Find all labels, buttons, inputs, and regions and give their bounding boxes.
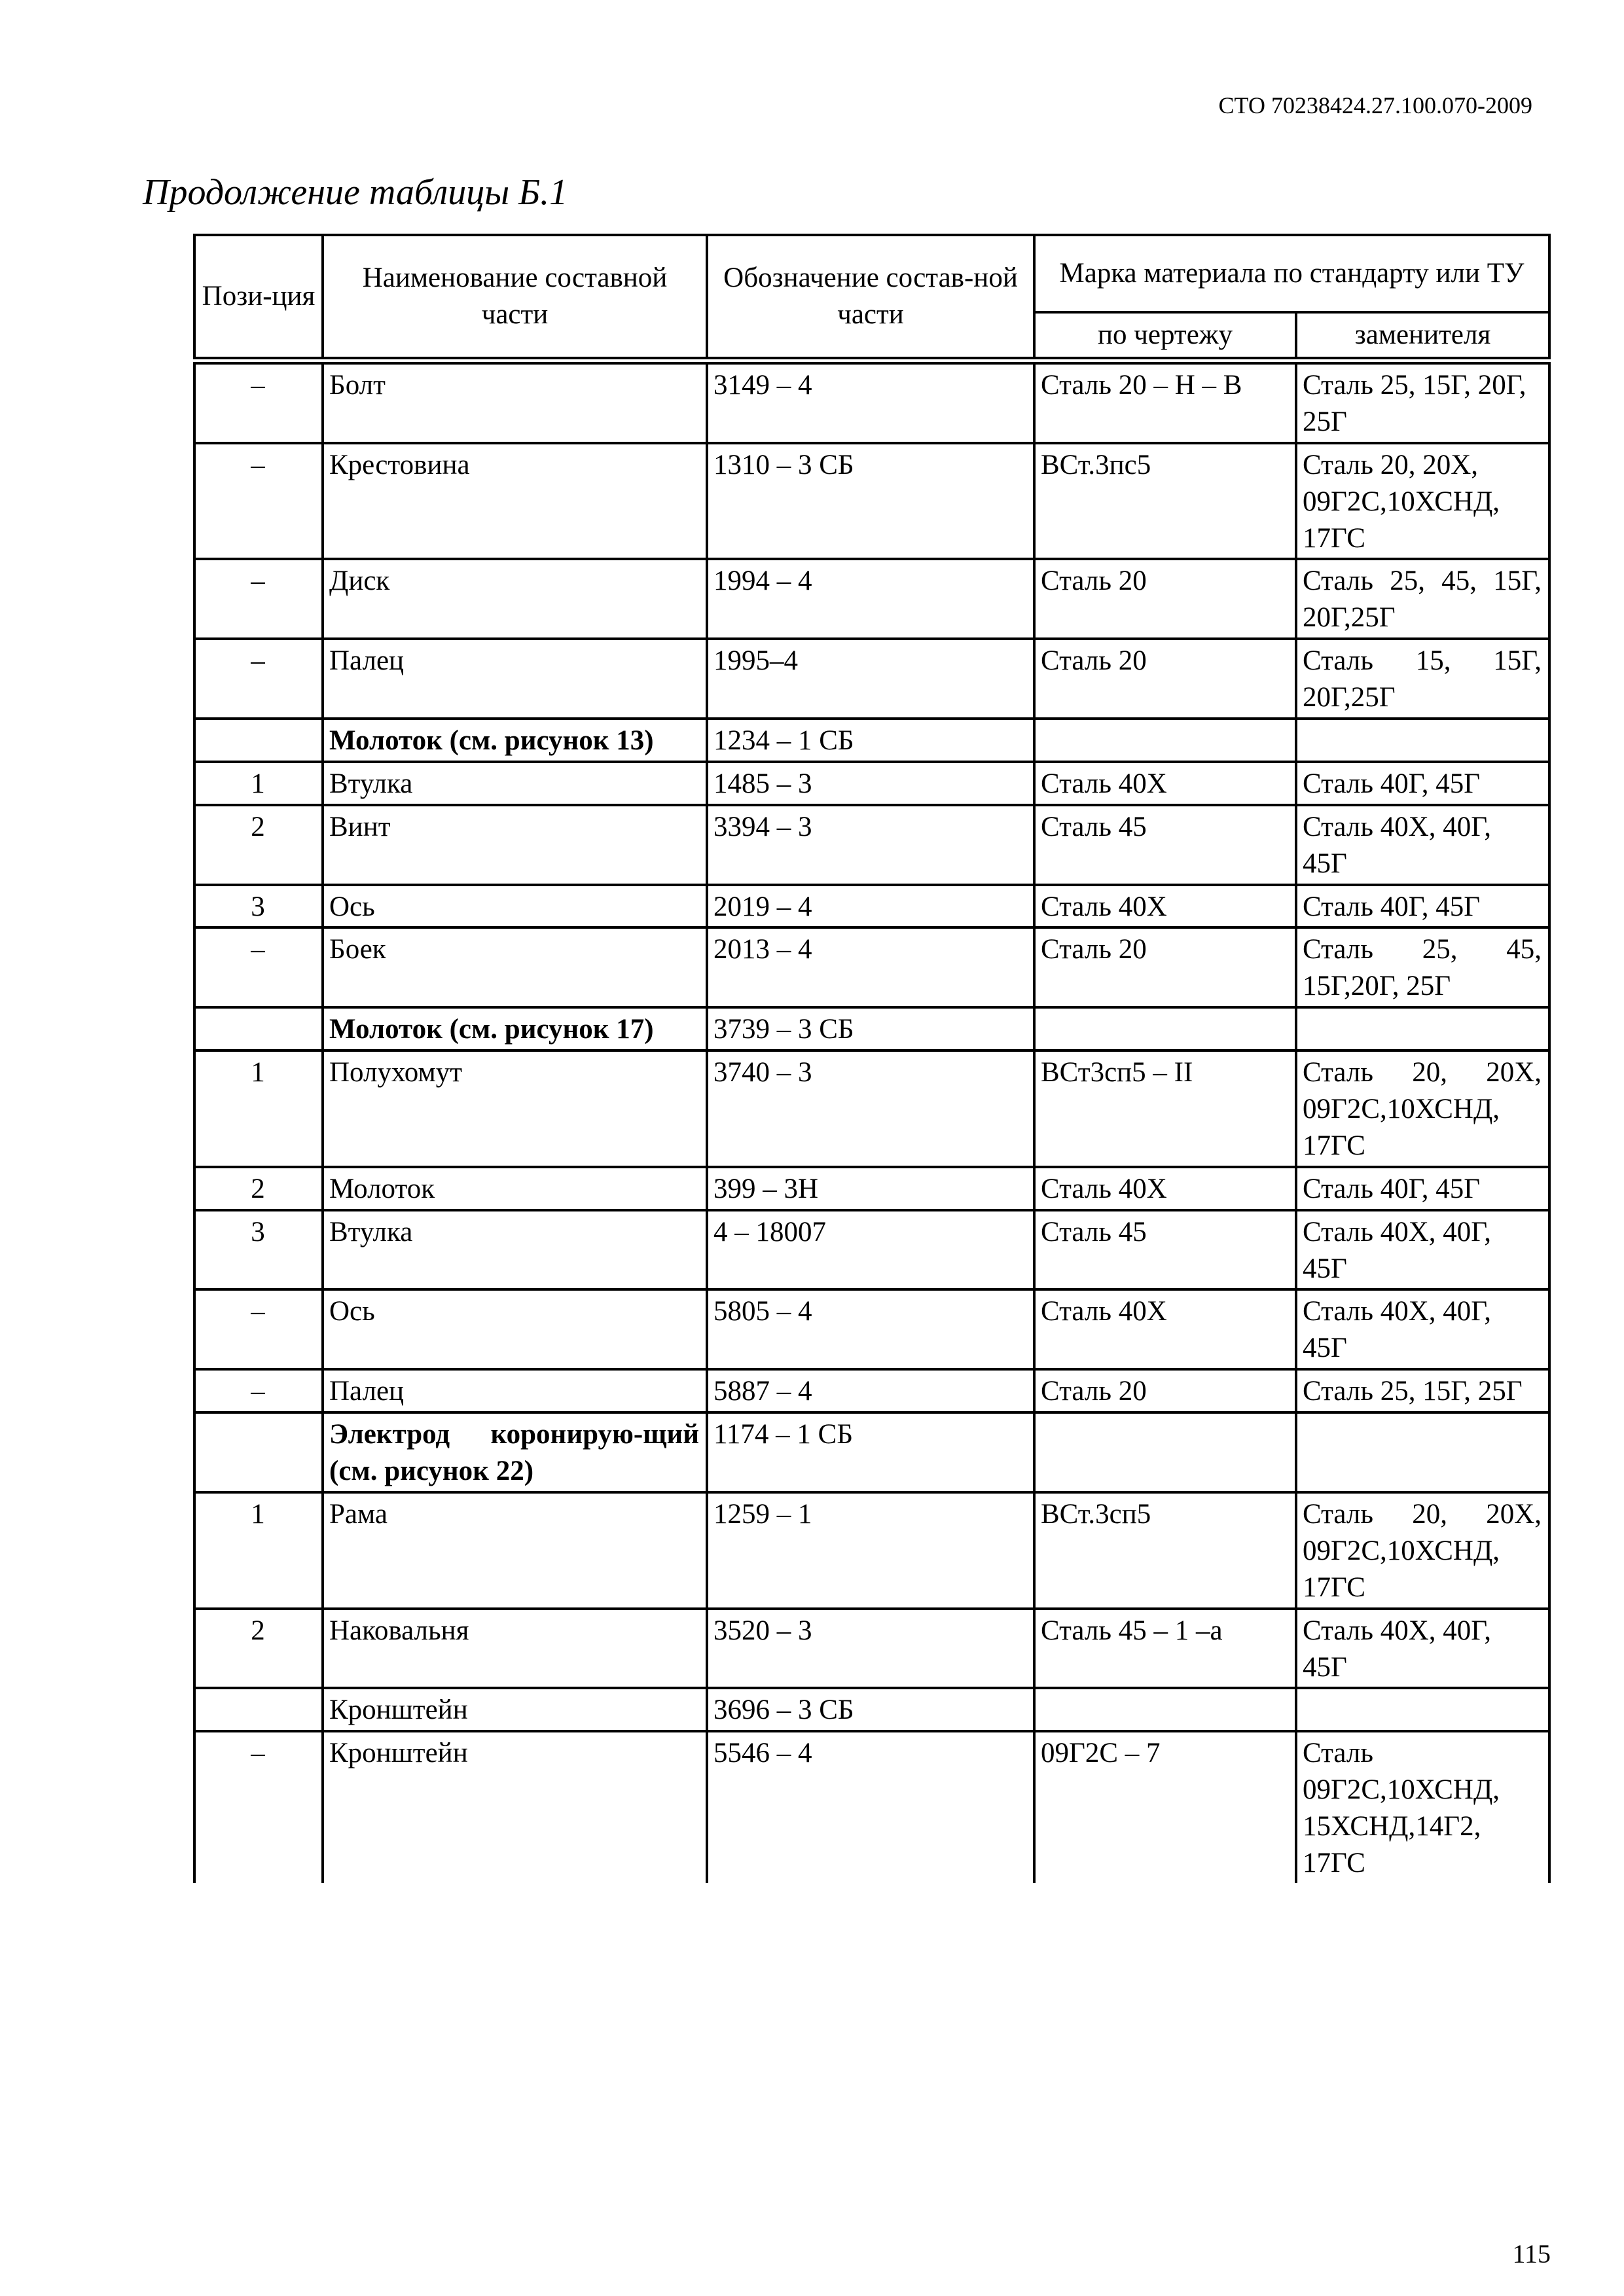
table-row	[194, 1412, 1549, 1492]
cell-material	[1034, 1007, 1296, 1050]
cell-designation: 5887 – 4	[707, 1369, 1034, 1412]
table-row	[194, 927, 1549, 1007]
cell-position: 2	[194, 805, 323, 885]
cell-position	[194, 1688, 323, 1731]
cell-designation: 399 – 3Н	[707, 1167, 1034, 1210]
cell-substitute: Сталь 15, 15Г, 20Г,25Г	[1296, 639, 1549, 719]
cell-designation: 1174 – 1 СБ	[707, 1412, 1034, 1492]
cell-material: Сталь 40Х	[1034, 1289, 1296, 1369]
cell-name: Молоток (см. рисунок 13)	[323, 719, 707, 762]
cell-position: –	[194, 559, 323, 639]
cell-designation: 1310 – 3 СБ	[707, 443, 1034, 560]
table-row	[194, 1167, 1549, 1210]
cell-substitute: Сталь 25, 15Г, 25Г	[1296, 1369, 1549, 1412]
table-row	[194, 1688, 1549, 1731]
cell-name: Диск	[323, 559, 707, 639]
header-material: Марка материала по стандарту или ТУ	[1034, 235, 1549, 312]
cell-designation: 3394 – 3	[707, 805, 1034, 885]
cell-designation: 2013 – 4	[707, 927, 1034, 1007]
cell-position	[194, 1007, 323, 1050]
cell-substitute	[1296, 1412, 1549, 1492]
cell-position: –	[194, 361, 323, 443]
cell-substitute	[1296, 719, 1549, 762]
table-row	[194, 443, 1549, 560]
cell-name: Втулка	[323, 1210, 707, 1290]
cell-substitute	[1296, 1007, 1549, 1050]
cell-designation: 3149 – 4	[707, 361, 1034, 443]
cell-designation: 3520 – 3	[707, 1609, 1034, 1689]
cell-designation: 5546 – 4	[707, 1731, 1034, 1883]
cell-designation: 5805 – 4	[707, 1289, 1034, 1369]
cell-name: Боек	[323, 927, 707, 1007]
cell-name: Электрод коронирую-щий (см. рисунок 22)	[323, 1412, 707, 1492]
cell-substitute	[1296, 1688, 1549, 1731]
table-row	[194, 885, 1549, 928]
cell-name: Болт	[323, 361, 707, 443]
cell-material: ВСт.3сп5	[1034, 1492, 1296, 1609]
cell-substitute: Сталь 40Г, 45Г	[1296, 762, 1549, 805]
cell-material: Сталь 20 – Н – В	[1034, 361, 1296, 443]
cell-name: Рама	[323, 1492, 707, 1609]
table-row	[194, 762, 1549, 805]
cell-position: 1	[194, 762, 323, 805]
cell-position: –	[194, 927, 323, 1007]
table-row	[194, 1007, 1549, 1050]
document-code: СТО 70238424.27.100.070-2009	[1218, 92, 1532, 118]
cell-position: –	[194, 1731, 323, 1883]
cell-position: –	[194, 1369, 323, 1412]
table-row	[194, 719, 1549, 762]
cell-name: Наковальня	[323, 1609, 707, 1689]
cell-designation: 1995–4	[707, 639, 1034, 719]
cell-position: –	[194, 1289, 323, 1369]
cell-name: Ось	[323, 1289, 707, 1369]
cell-substitute: Сталь 40Х, 40Г, 45Г	[1296, 805, 1549, 885]
cell-substitute: Сталь 20, 20Х, 09Г2С,10ХСНД, 17ГС	[1296, 1050, 1549, 1167]
cell-substitute: Сталь 20, 20Х, 09Г2С,10ХСНД, 17ГС	[1296, 1492, 1549, 1609]
table-row	[194, 361, 1549, 443]
header-position: Пози-ция	[194, 235, 323, 361]
cell-name: Кронштейн	[323, 1688, 707, 1731]
table-row	[194, 559, 1549, 639]
cell-designation: 1234 – 1 СБ	[707, 719, 1034, 762]
cell-designation: 3739 – 3 СБ	[707, 1007, 1034, 1050]
table-row	[194, 1609, 1549, 1689]
cell-designation: 4 – 18007	[707, 1210, 1034, 1290]
cell-material	[1034, 1688, 1296, 1731]
cell-designation: 1994 – 4	[707, 559, 1034, 639]
cell-substitute: Сталь 40Г, 45Г	[1296, 885, 1549, 928]
cell-designation: 2019 – 4	[707, 885, 1034, 928]
cell-name: Молоток (см. рисунок 17)	[323, 1007, 707, 1050]
cell-position	[194, 719, 323, 762]
materials-table	[193, 234, 1551, 1883]
cell-material: ВСт3сп5 – II	[1034, 1050, 1296, 1167]
cell-material: Сталь 40Х	[1034, 1167, 1296, 1210]
cell-position: 2	[194, 1167, 323, 1210]
cell-name: Крестовина	[323, 443, 707, 560]
cell-substitute: Сталь 09Г2С,10ХСНД, 15ХСНД,14Г2, 17ГС	[1296, 1731, 1549, 1883]
cell-material	[1034, 719, 1296, 762]
cell-material: Сталь 45	[1034, 1210, 1296, 1290]
cell-position: –	[194, 443, 323, 560]
cell-designation: 3696 – 3 СБ	[707, 1688, 1034, 1731]
cell-material: Сталь 20	[1034, 1369, 1296, 1412]
header-substitute: заменителя	[1296, 312, 1549, 361]
cell-designation: 3740 – 3	[707, 1050, 1034, 1167]
cell-substitute: Сталь 25, 15Г, 20Г, 25Г	[1296, 361, 1549, 443]
table-row	[194, 1210, 1549, 1290]
table-row	[194, 1369, 1549, 1412]
cell-designation: 1259 – 1	[707, 1492, 1034, 1609]
cell-name: Палец	[323, 639, 707, 719]
cell-material: ВСт.3пс5	[1034, 443, 1296, 560]
cell-substitute: Сталь 40Х, 40Г, 45Г	[1296, 1609, 1549, 1689]
cell-position: –	[194, 639, 323, 719]
cell-material: Сталь 20	[1034, 639, 1296, 719]
header-name: Наименование составной части	[323, 235, 707, 361]
header-designation: Обозначение состав-ной части	[707, 235, 1034, 361]
cell-material: Сталь 45	[1034, 805, 1296, 885]
cell-designation: 1485 – 3	[707, 762, 1034, 805]
cell-position: 3	[194, 1210, 323, 1290]
cell-material: Сталь 40Х	[1034, 885, 1296, 928]
cell-name: Молоток	[323, 1167, 707, 1210]
cell-substitute: Сталь 25, 45, 15Г, 20Г,25Г	[1296, 559, 1549, 639]
cell-position: 1	[194, 1050, 323, 1167]
cell-position: 3	[194, 885, 323, 928]
cell-name: Ось	[323, 885, 707, 928]
cell-material	[1034, 1412, 1296, 1492]
cell-name: Кронштейн	[323, 1731, 707, 1883]
cell-material: 09Г2С – 7	[1034, 1731, 1296, 1883]
table-row	[194, 1731, 1549, 1883]
table-row	[194, 805, 1549, 885]
cell-substitute: Сталь 25, 45, 15Г,20Г, 25Г	[1296, 927, 1549, 1007]
table-row	[194, 639, 1549, 719]
cell-name: Втулка	[323, 762, 707, 805]
cell-substitute: Сталь 40Х, 40Г, 45Г	[1296, 1289, 1549, 1369]
cell-substitute: Сталь 40Х, 40Г, 45Г	[1296, 1210, 1549, 1290]
cell-material: Сталь 20	[1034, 927, 1296, 1007]
cell-position	[194, 1412, 323, 1492]
cell-material: Сталь 45 – 1 –а	[1034, 1609, 1296, 1689]
cell-name: Полухомут	[323, 1050, 707, 1167]
cell-material: Сталь 20	[1034, 559, 1296, 639]
table-row	[194, 1289, 1549, 1369]
cell-material: Сталь 40Х	[1034, 762, 1296, 805]
cell-name: Винт	[323, 805, 707, 885]
header-by-drawing: по чертежу	[1034, 312, 1296, 361]
cell-position: 1	[194, 1492, 323, 1609]
cell-name: Палец	[323, 1369, 707, 1412]
cell-substitute: Сталь 40Г, 45Г	[1296, 1167, 1549, 1210]
table-row	[194, 1492, 1549, 1609]
table-row	[194, 1050, 1549, 1167]
cell-substitute: Сталь 20, 20Х, 09Г2С,10ХСНД, 17ГС	[1296, 443, 1549, 560]
page-number: 115	[1512, 2239, 1551, 2269]
table-caption: Продолжение таблицы Б.1	[143, 172, 568, 213]
cell-position: 2	[194, 1609, 323, 1689]
